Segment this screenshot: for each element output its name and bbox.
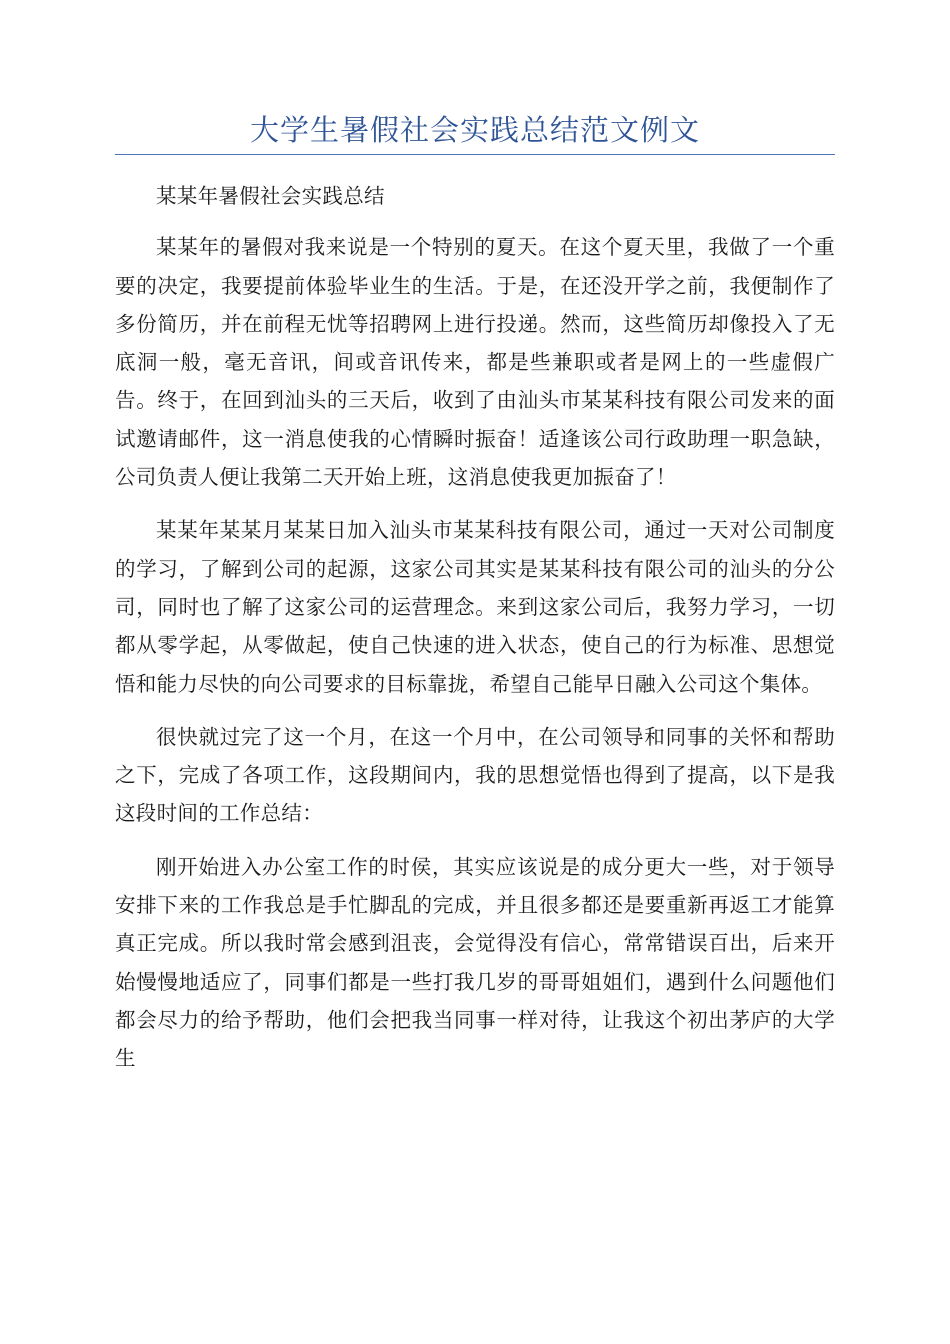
section-subheading: 某某年暑假社会实践总结 bbox=[156, 184, 385, 208]
body-paragraph-1: 某某年的暑假对我来说是一个特别的夏天。在这个夏天里，我做了一个重要的决定，我要提前体验毕业生的生活。于是，在还没开学之前，我便制作了多份简历，并在前程无忧等招聘网上进行投递。然而，这些简历却像投入了无底洞一般，毫无音讯，间或音讯传来，都是些兼职或者是网上的一些虚假广告。终于，在回到汕头的三天后，收到了由汕头市某某科技有限公司发来的面试邀请邮件，这一消息使我的心情瞬时振奋！适逢该公司行政助理一职急缺，公司负责人便让我第二天开始上班，这消息使我更加振奋了！ bbox=[115, 235, 835, 490]
title-underline bbox=[115, 154, 835, 155]
body-paragraph-2: 某某年某某月某某日加入汕头市某某科技有限公司，通过一天对公司制度的学习，了解到公司的起源，这家公司其实是某某科技有限公司的汕头的分公司，同时也了解了这家公司的运营理念。来到这家公司后，我努力学习，一切都从零学起，从零做起，使自己快速的进入状态，使自己的行为标准、思想觉悟和能力尽快的向公司要求的目标靠拢，希望自己能早日融入公司这个集体。 bbox=[115, 518, 835, 696]
document-title: 大学生暑假社会实践总结范文例文 bbox=[249, 113, 700, 147]
document-page bbox=[115, 108, 835, 1093]
body-paragraph-4: 刚开始进入办公室工作的时侯，其实应该说是的成分更大一些，对于领导安排下来的工作我总是手忙脚乱的完成，并且很多都还是要重新再返工才能算真正完成。所以我时常会感到沮丧，会觉得没有信心，常常错误百出，后来开始慢慢地适应了，同事们都是一些打我几岁的哥哥姐姐们，遇到什么问题他们都会尽力的给予帮助，他们会把我当同事一样对待，让我这个初出茅庐的大学生 bbox=[115, 854, 835, 1071]
body-paragraph-3: 很快就过完了这一个月，在这一个月中，在公司领导和同事的关怀和帮助之下，完成了各项工作，这段期间内，我的思想觉悟也得到了提高，以下是我这段时间的工作总结： bbox=[115, 724, 835, 826]
